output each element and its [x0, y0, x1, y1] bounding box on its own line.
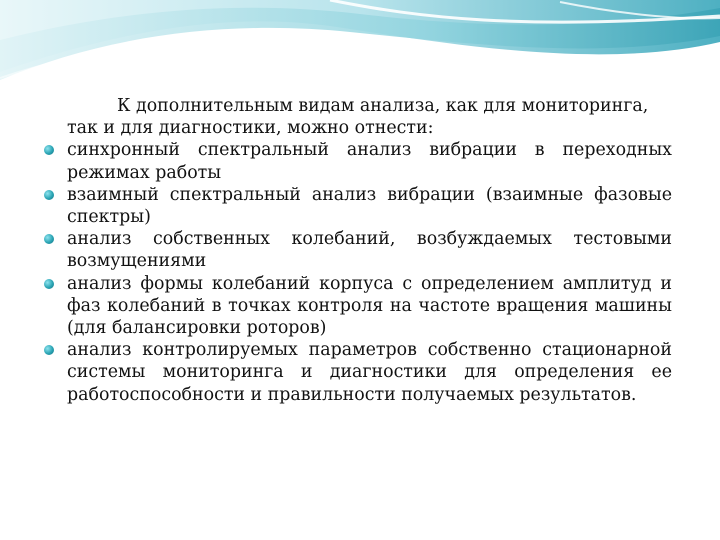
list-item	[40, 339, 672, 406]
list-item-text: анализ формы колебаний корпуса с определением амплитуд и фаз колебаний в точках контроля на частоте вращения машины (для балансировки роторов)	[67, 273, 672, 339]
bullet-icon	[44, 190, 54, 200]
bullet-list	[40, 139, 672, 405]
bullet-icon	[44, 145, 54, 155]
list-item	[40, 184, 672, 228]
list-item-text: взаимный спектральный анализ вибрации (взаимные фазовые спектры)	[67, 184, 672, 228]
list-item-text: анализ собственных колебаний, возбуждаемых тестовыми возмущениями	[67, 229, 672, 272]
list-item-text: синхронный спектральный анализ вибрации в переходных режимах работы	[67, 140, 672, 183]
list-item	[40, 273, 672, 340]
slide-body	[40, 95, 672, 406]
list-item	[40, 139, 672, 183]
bullet-icon	[44, 234, 54, 244]
list-item-text: анализ контролируемых параметров собственно стационарной системы мониторинга и диагностики для определения ее работоспособности и правильности получаемых результатов.	[67, 340, 672, 405]
header-wave-banner	[0, 0, 720, 96]
list-item	[40, 228, 672, 272]
bullet-icon	[44, 345, 54, 355]
intro-paragraph: К дополнительным видам анализа, как для мониторинга, так и для диагностики, можно отнести:	[67, 96, 649, 139]
bullet-icon	[44, 279, 54, 289]
